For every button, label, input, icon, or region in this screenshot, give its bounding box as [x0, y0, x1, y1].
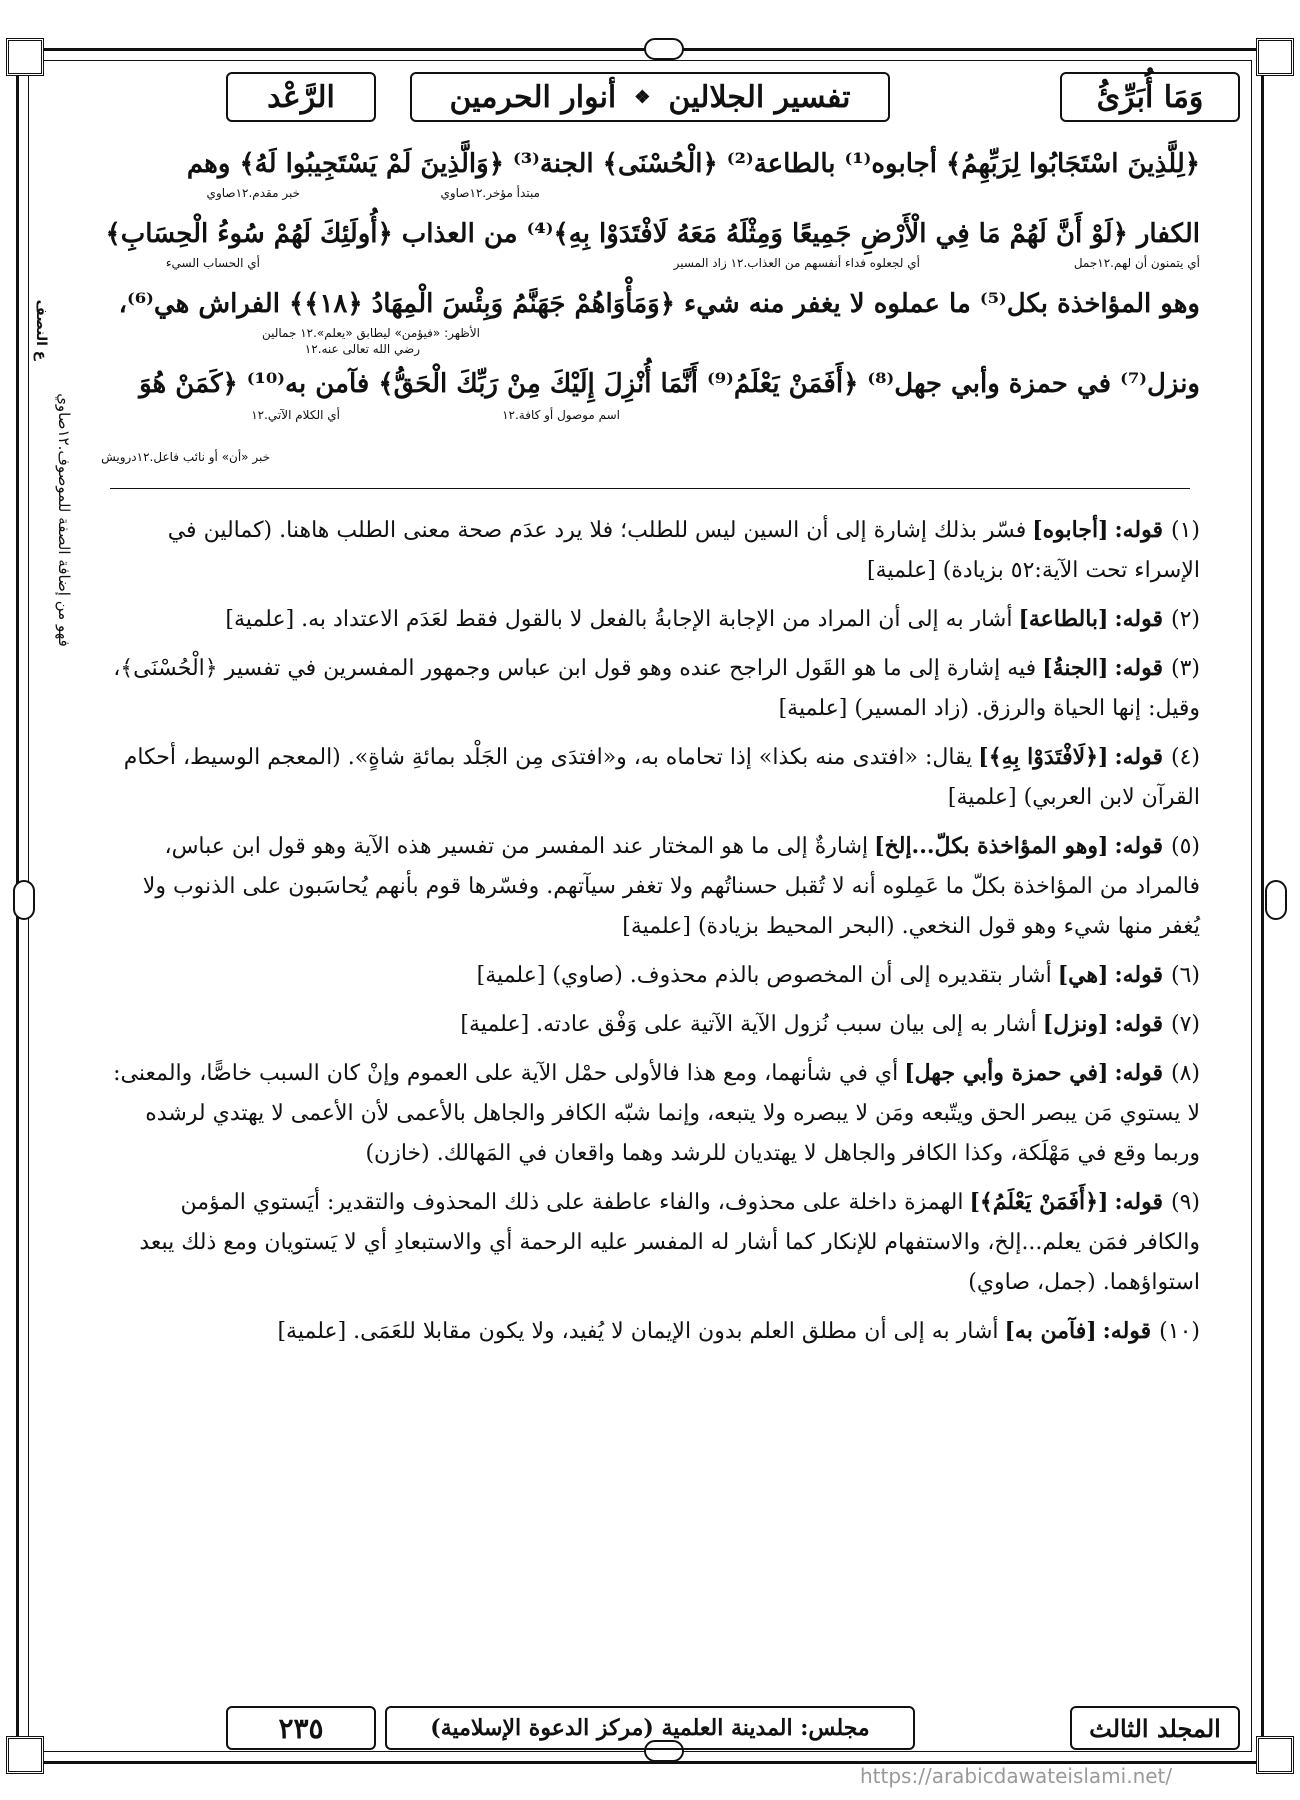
gloss-6: الأظهر: «فيؤمن» ليطابق «يعلم».١٢ جمالين — [261, 326, 480, 340]
commentary-title: أنوار الحرمين — [449, 79, 617, 115]
footnote — [110, 955, 1200, 996]
footnote-label: قوله: — [1114, 1189, 1163, 1215]
footnote-label: قوله: — [1114, 517, 1163, 543]
footnote-label: قوله: — [1114, 1060, 1163, 1086]
footnote-number: (٣) — [1170, 656, 1200, 681]
footnote — [110, 737, 1200, 818]
gloss-2: مبتدأ مؤخر.١٢صاوي — [440, 186, 540, 200]
margin-note-2 — [32, 300, 50, 360]
footnote-text: أشار به إلى أن المراد من الإجابة الإجابةُ بالفعل لا بالقول فقط لعَدَم الاعتداد به. [علمية] — [225, 607, 1013, 632]
footnote-text: إشارةٌ إلى ما هو المختار عند المفسر من تفسير هذه الآية وهو قول ابن عباس، فالمراد من المؤاخذة بكلّ ما عَمِلوه أنه لا تُقبل حسناتُهم ولا تغفر سيآتهم. وفسّرها قوم بأنهم يُحاسَبون على الذنوب ولا يُغفر منها شيء وهو قول النخعي. (البحر المحيط بزيادة) [علمية] — [142, 834, 1200, 939]
footnote-label: قوله: — [1114, 962, 1163, 988]
footnote-label: قوله: — [1114, 606, 1163, 632]
gloss-10: خبر «أن» أو نائب فاعل.١٢درويش — [101, 450, 270, 464]
top-ornament — [644, 38, 684, 60]
footnote — [110, 599, 1200, 640]
page-number: ٢٣٥ — [278, 1711, 324, 1745]
footnote-key: [وهو المؤاخذة بكلّ...إلخ] — [874, 833, 1109, 859]
footnote-number: (١٠) — [1159, 1319, 1200, 1344]
footnote-key: [الجنةُ] — [1042, 655, 1109, 681]
margin-note-text: فهو من إضافة الصفة للموصوف.١٢صاوي — [55, 393, 73, 647]
book-title: تفسير الجلالين — [668, 79, 851, 115]
gloss-1: خبر مقدم.١٢صاوي — [206, 186, 300, 200]
side-ornament — [1265, 880, 1287, 920]
footnote-label: قوله: — [1114, 744, 1163, 770]
footnote-number: (٧) — [1170, 1012, 1200, 1037]
footnote-number: (٨) — [1170, 1061, 1200, 1086]
gloss-8: أي الكلام الآتي.١٢ — [251, 408, 340, 422]
corner-ornament — [6, 38, 44, 76]
footnote-number: (١) — [1170, 518, 1200, 543]
footnote-text: أشار به إلى بيان سبب نُزول الآية الآتية على وَفْق عادته. [علمية] — [460, 1012, 1037, 1037]
side-ornament — [13, 880, 35, 920]
gloss-9: اسم موصول أو كافة.١٢ — [502, 408, 620, 422]
footnote-key: [في حمزة وأبي جهل] — [904, 1060, 1109, 1086]
footnote — [110, 1053, 1200, 1174]
footnote-key: [هي] — [1057, 962, 1109, 988]
footnote-text: فسّر بذلك إشارة إلى أن السين ليس للطلب؛ فلا يرد عدَم صحة معنى الطلب هاهنا. (كمالين في الإسراء تحت الآية:٥٢ بزيادة) [علمية] — [167, 518, 1200, 583]
footnote-key: [ونزل] — [1042, 1011, 1109, 1037]
footnote-key: [بالطاعة] — [1018, 606, 1109, 632]
footnote — [110, 1004, 1200, 1045]
footnote-number: (٦) — [1170, 963, 1200, 988]
footnote-number: (٩) — [1170, 1190, 1200, 1215]
juz-name — [1060, 72, 1240, 122]
footnote-number: (٤) — [1170, 745, 1200, 770]
footnote-label: قوله: — [1114, 655, 1163, 681]
quran-line-1: ﴿لِلَّذِينَ اسْتَجَابُوا لِرَبِّهِمُ﴾ أجابوه⁽¹⁾ بالطاعة⁽²⁾ ﴿الْحُسْنَى﴾ الجنة⁽³⁾ ﴿وَالَّذِينَ لَمْ يَسْتَجِيبُوا لَهُ﴾ وهم — [186, 149, 1200, 179]
surah-name — [226, 72, 376, 122]
gloss-4: أي لجعلوه فداء أنفسهم من العذاب.١٢ زاد المسير — [673, 256, 920, 270]
volume-label: المجلد الثالث — [1089, 1713, 1221, 1743]
footnote-number: (٢) — [1170, 607, 1200, 632]
quran-line-2: الكفار ﴿لَوْ أَنَّ لَهُمْ مَا فِي الْأَرْضِ جَمِيعًا وَمِثْلَهُ مَعَهُ لَافْتَدَوْا بِهِ﴾⁽⁴⁾ من العذاب ﴿أُولَئِكَ لَهُمْ سُوءُ الْحِسَابِ﴾ — [105, 219, 1200, 249]
juz-label: وَمَا أُبَرِّئُ — [1096, 79, 1204, 115]
margin-note-2-text: ع النصف — [33, 299, 49, 361]
quran-line-3: وهو المؤاخذة بكل⁽⁵⁾ ما عملوه لا يغفر منه شيء ﴿وَمَأْوَاهُمْ جَهَنَّمُ وَبِئْسَ الْمِهَادُ ﴿١٨﴾﴾ الفراش هي⁽⁶⁾، — [118, 289, 1200, 319]
footnote-label: قوله: — [1102, 1318, 1152, 1344]
footnote-label: قوله: — [1114, 833, 1163, 859]
footnote — [110, 1311, 1200, 1352]
surah-label: الرَّعْد — [267, 79, 335, 115]
footnotes — [110, 510, 1200, 1360]
quran-line-4: ونزل⁽⁷⁾ في حمزة وأبي جهل⁽⁸⁾ ﴿أَفَمَنْ يَعْلَمُ⁽⁹⁾ أَنَّمَا أُنْزِلَ إِلَيْكَ مِنْ رَبِّكَ الْحَقُّ﴾ فآمن به⁽¹⁰⁾ ﴿كَمَنْ هُوَ — [139, 369, 1200, 399]
footnote-text: أشار بتقديره إلى أن المخصوص بالذم محذوف. (صاوي) [علمية] — [476, 963, 1052, 988]
gloss-7: رضي الله تعالى عنه.١٢ — [304, 342, 420, 356]
footnote-text: يقال: «افتدى منه بكذا» إذا تحاماه به، و«افتدَى مِن الجَلْد بمائةِ شاةٍ». (المعجم الوسيط، أحكام القرآن لابن العربي) [علمية] — [123, 745, 1200, 810]
footnote — [110, 1182, 1200, 1303]
book-title-box — [410, 72, 890, 122]
margin-note — [44, 300, 84, 740]
publisher-box — [385, 1706, 915, 1750]
page-number-box — [226, 1706, 376, 1750]
corner-ornament — [1256, 1736, 1294, 1774]
title-separator: ❖ — [634, 86, 651, 108]
footnote-key: [﴿لَافْتَدَوْا بِهِ﴾] — [978, 744, 1109, 770]
footnote — [110, 826, 1200, 947]
watermark-url: https://arabicdawateislami.net/ — [860, 1764, 1173, 1788]
corner-ornament — [6, 1736, 44, 1774]
footnote-key: [أجابوه] — [1032, 517, 1109, 543]
text-divider — [110, 488, 1190, 489]
footnote-text: أشار به إلى أن مطلق العلم بدون الإيمان لا يُفيد، ولا يكون مقابلا للعَمَى. [علمية] — [277, 1319, 999, 1344]
gloss-3: أي يتمنون أن لهم.١٢جمل — [1073, 256, 1200, 270]
footnote — [110, 648, 1200, 729]
footnote-text: فيه إشارة إلى ما هو القَول الراجح عنده وهو قول ابن عباس وجمهور المفسرين في تفسير ﴿الْحُسْنَى﴾، وقيل: إنها الحياة والرزق. (زاد المسير) [علمية] — [113, 656, 1200, 721]
gloss-5: أي الحساب السيء — [165, 256, 260, 270]
corner-ornament — [1256, 38, 1294, 76]
footnote-key: [﴿أَفَمَنْ يَعْلَمُ﴾] — [969, 1189, 1109, 1215]
publisher-label: مجلس: المدينة العلمية (مركز الدعوة الإسلامية) — [430, 1715, 870, 1741]
footnote-key: [فآمن به] — [1004, 1318, 1097, 1344]
footnote-text: الهمزة داخلة على محذوف، والفاء عاطفة على ذلك المحذوف والتقدير: أيَستوي المؤمن والكافر فمَن يعلم...إلخ، والاستفهام للإنكار كما أشار له المفسر عليه الرحمة أي والاستبعادِ أي لا يَستويان ومع ذلك يبعد استواؤهما. (جمل، صاوي) — [139, 1190, 1200, 1295]
footnote-number: (٥) — [1170, 834, 1200, 859]
footnote-label: قوله: — [1114, 1011, 1163, 1037]
footnote-text: أي في شأنهما، ومع هذا فالأولى حمْل الآية على العموم وإنْ كان السبب خاصًّا، والمعنى: لا يستوي مَن يبصر الحق ويتّبعه ومَن لا يبصره ولا يتبعه، وإنما شبّه الكافر والجاهل بالأعمى لأن الأعمى لا يهتدي لرشده وربما وقع في مَهْلَكة، وكذا الكافر والجاهل لا يهتديان للرشد وهما واقعان في المَهالك. (خازن) — [113, 1061, 1200, 1166]
footnote — [110, 510, 1200, 591]
volume-box — [1070, 1706, 1240, 1750]
